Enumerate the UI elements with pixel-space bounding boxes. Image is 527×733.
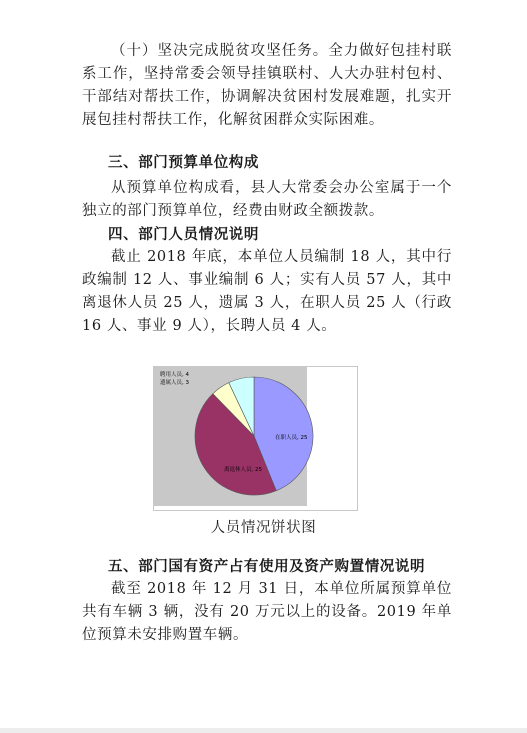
chart-caption: 人员情况饼状图 [210,520,317,536]
pie-svg [154,367,357,510]
paragraph-poverty-task: （十）坚决完成脱贫攻坚任务。全力做好包挂村联系工作，坚持常委会领导挂镇联村、人大办驻村包村、干部结对帮扶工作，协调解决贫困村发展难题，扎实开展包挂村帮扶工作，化解贫困群众实际困难。 [82,43,452,128]
pie-label-surv: 遗属人员, 3 [160,380,189,386]
paragraph-assets: 截至 2018 年 12 月 31 日，本单位所属预算单位共有车辆 3 辆，没有 20 万元以上的设备。2019 年单位预算未安排购置车辆。 [82,581,452,643]
heading-assets: 五、部门国有资产占有使用及资产购置情况说明 [108,559,426,575]
staff-pie-chart [153,366,358,511]
pie-label-pin: 在职人员, 25 [275,435,308,441]
paragraph-budget-units: 从预算单位构成看，县人大常委会办公室属于一个独立的部门预算单位，经费由财政全额拨款。 [82,180,452,219]
heading-staff: 四、部门人员情况说明 [108,227,259,243]
heading-budget-units: 三、部门预算单位构成 [108,155,259,171]
paragraph-staff: 截止 2018 年底，本单位人员编制 18 人，其中行政编制 12 人、事业编制 6 人；实有人员 57 人，其中离退休人员 25 人，遗属 3 人，在职人员 25 人（行政 16 人、事业 9 人），长聘人员 4 人。 [82,249,452,334]
pie-label-retired: 离退休人员, 25 [224,467,262,473]
page-bottom-edge [0,728,527,733]
pie-label-hire: 聘用人员, 4 [160,372,189,378]
